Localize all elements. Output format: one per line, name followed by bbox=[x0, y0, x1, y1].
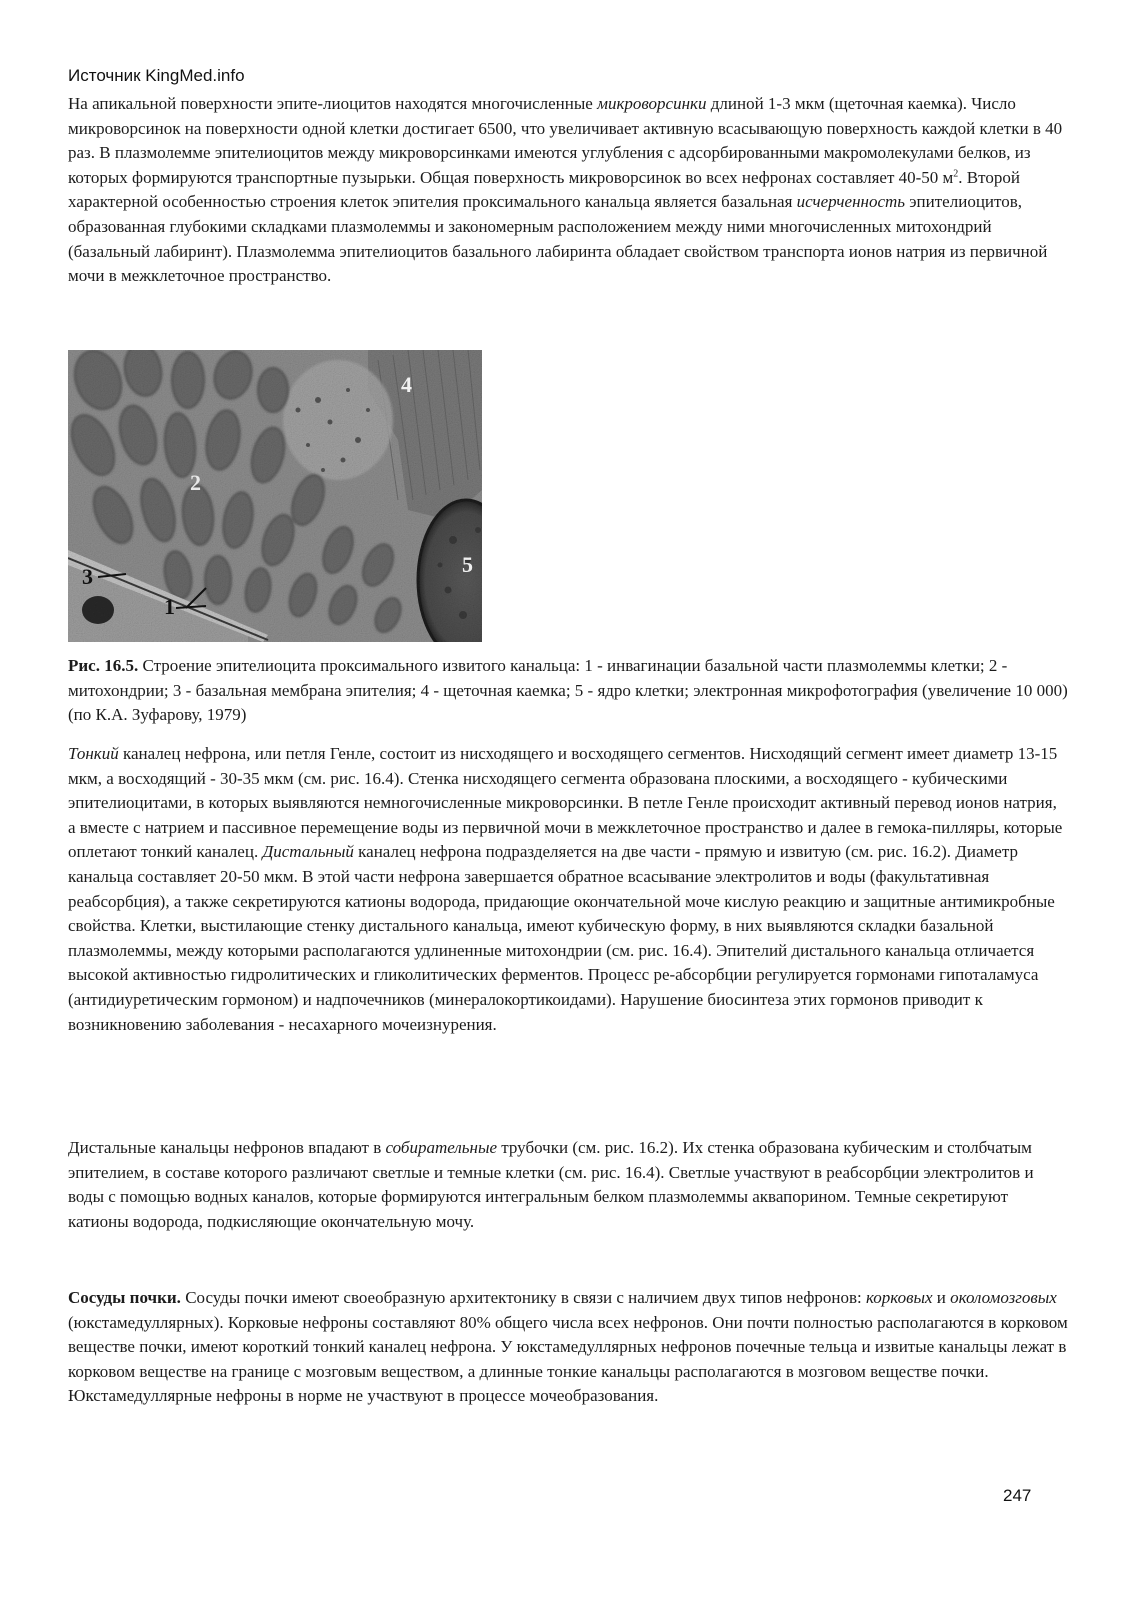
term-juxtamedullary: околомозговых bbox=[950, 1288, 1057, 1307]
text-run: каналец нефрона, или петля Генле, состоит из нисходящего и восходящего сегментов. Нисходящий сегмент имеет диаметр 13-15 мкм, а восходящий - 30-35 мкм (см. рис. 16.4). Стенка нисходящего сегмента образована плоскими, а восходящего - кубическими эпителиоцитами, в которых выявляются немногочисленные микроворсинки. В петле Генле происходит активный перевод ионов натрия, а вместе с натрием и пассивное перемещение воды из первичной мочи в межклеточное пространство и далее в гемока-пилляры, которые оплетают тонкий каналец. bbox=[68, 744, 1063, 862]
term-collecting: собирательные bbox=[385, 1138, 498, 1157]
paragraph-collecting-ducts bbox=[68, 1136, 1068, 1234]
figure-label-5: 5 bbox=[462, 552, 473, 577]
source-header: Источник KingMed.info bbox=[68, 66, 245, 85]
figure-label-2: 2 bbox=[190, 470, 201, 495]
figure-caption bbox=[68, 654, 1068, 728]
term-striation: исчерченность bbox=[796, 192, 906, 212]
superscript: 2 bbox=[953, 168, 959, 180]
text-run: Дистальные канальцы нефронов впадают в bbox=[68, 1138, 386, 1157]
term-thin: Тонкий bbox=[68, 744, 119, 763]
text-run: каналец нефрона подразделяется на две части - прямую и извитую (см. рис. 16.2). Диаметр канальца составляет 20-50 мкм. В этой части нефрона завершается обратное всасывание электролитов и воды (факультативная реабсорбция), а также секретируются катионы водорода, придающие окончательной моче кислую реакцию и защитные антимикробные свойства. Клетки, выстилающие стенку дистального канальца, имеют кубическую форму, в них выявляются складки базальной плазмолеммы, между которыми располагаются удлиненные митохондрии (см. рис. 16.4). Эпителий дистального канальца отличается высокой активностью гидролитических и гликолитических ферментов. Процесс ре-абсорбции регулируется гормонами гипоталамуса (антидиуретическим гормоном) и надпочечников (минералокортикоидами). Нарушение биосинтеза этих гормонов приводит к возникновению заболевания - несахарного мочеизнурения. bbox=[68, 842, 1055, 1034]
text-run: длиной 1-3 мкм (щеточная каемка). Число микроворсинок на поверхности одной клетки достигает 6500, что увеличивает активную всасывающую поверхность каждой клетки в 40 раз. В плазмолемме эпителиоцитов между микроворсинками имеются углубления с адсорбированными макромолекулами белков, из которых формируются транспортные пузырьки. Общая поверхность микроворсинок во всех нефронах составляет 40-50 м bbox=[68, 94, 1063, 187]
paragraph-kidney-vessels bbox=[68, 1286, 1068, 1409]
micrograph-image bbox=[68, 350, 482, 642]
electron-micrograph bbox=[68, 350, 482, 642]
term-distal: Дистальный bbox=[262, 842, 354, 862]
page-number: 247 bbox=[1003, 1486, 1032, 1505]
text-run: трубочки (см. рис. 16.2). Их стенка образована кубическим и столбчатым эпителием, в составе которого различают светлые и темные клетки (см. рис. 16.4). Светлые участвуют в реабсорбции электролитов и воды с помощью водных каналов, которые формируются интегральным белком плазмолеммы аквапорином. Темные секретируют катионы водорода, подкисляющие окончательную мочу. bbox=[68, 1138, 1034, 1231]
text-run: На апикальной поверхности эпите-лиоцитов находятся многочисленные bbox=[68, 94, 598, 113]
text-run: и bbox=[932, 1288, 951, 1307]
text-run: эпителиоцитов, образованная глубокими складками плазмолеммы и закономерным расположением между ними многочисленных митохондрий (базальный лабиринт). Плазмолемма эпителиоцитов базального лабиринта обладает свойством транспорта ионов натрия из первичной мочи в межклеточное пространство. bbox=[68, 192, 1048, 286]
section-heading-vessels: Сосуды почки. bbox=[68, 1288, 181, 1307]
figure-label-3: 3 bbox=[82, 564, 93, 589]
text-run: Сосуды почки имеют своеобразную архитектонику в связи с наличием двух типов нефронов: bbox=[180, 1288, 866, 1307]
paragraph-thin-distal-tubule bbox=[68, 742, 1068, 1037]
caption-figure-number: Рис. 16.5. bbox=[68, 656, 139, 675]
term-microvilli: микроворсинки bbox=[597, 94, 707, 113]
text-run: . Второй характерной особенностью строения клеток эпителия проксимального канальца является базальная bbox=[68, 167, 1020, 212]
paragraph-proximal-tubule bbox=[68, 92, 1068, 289]
text-run: (юкстамедуллярных). Корковые нефроны составляют 80% общего числа всех нефронов. Они почти полностью располагаются в корковом веществе почки, имеют короткий тонкий каналец нефрона. У юкстамедуллярных нефронов почечные тельца и извитые канальцы лежат в корковом веществе на границе с мозговым веществом, а длинные тонкие канальцы располагаются в мозговом веществе почки. Юкстамедуллярные нефроны в норме не участвуют в процессе мочеобразования. bbox=[68, 1312, 1068, 1406]
term-cortical: корковых bbox=[865, 1288, 933, 1307]
caption-text: Строение эпителиоцита проксимального извитого канальца: 1 - инвагинации базальной части плазмолеммы клетки; 2 - митохондрии; 3 - базальная мембрана эпителия; 4 - щеточная каемка; 5 - ядро клетки; электронная микрофотография (увеличение 10 000) (по К.А. Зуфарову, 1979) bbox=[68, 656, 1068, 725]
figure-label-4: 4 bbox=[401, 372, 412, 397]
figure-label-1: 1 bbox=[164, 594, 175, 619]
